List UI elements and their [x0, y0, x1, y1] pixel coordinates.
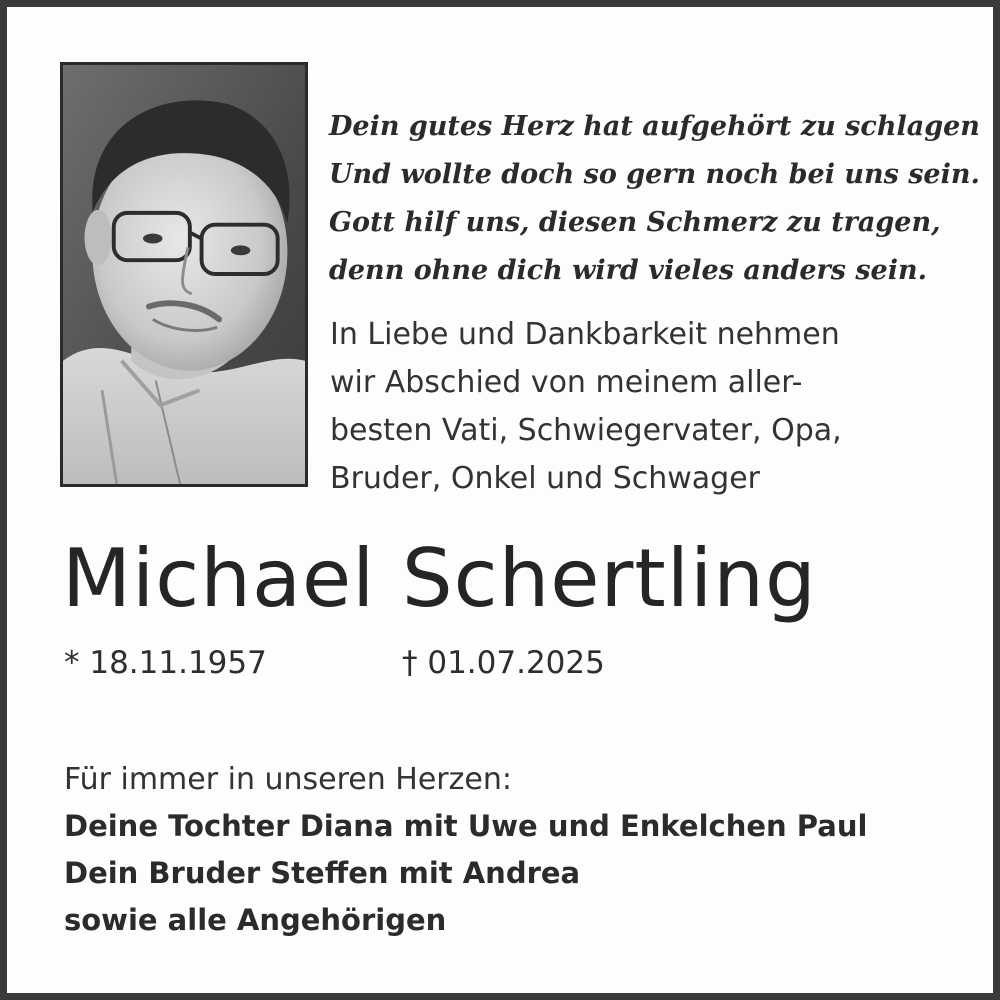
- portrait-image: [63, 65, 305, 484]
- farewell-text: [330, 311, 970, 503]
- mourner-line: Dein Bruder Steffen mit Andrea: [64, 856, 581, 890]
- mourners-section: [64, 756, 984, 944]
- farewell-line: wir Abschied von meinem aller-: [330, 365, 803, 400]
- farewell-line: In Liebe und Dankbarkeit nehmen: [330, 317, 840, 352]
- birth-date: * 18.11.1957: [64, 645, 267, 681]
- poem-line: Gott hilf uns, diesen Schmerz zu tragen,: [329, 207, 941, 238]
- deceased-name: Michael Schertling: [62, 532, 817, 625]
- farewell-line: Bruder, Onkel und Schwager: [330, 461, 761, 496]
- poem-line: Dein gutes Herz hat aufgehört zu schlagen: [329, 111, 980, 142]
- portrait-photo: [60, 62, 308, 487]
- poem-line: denn ohne dich wird vieles anders sein.: [329, 255, 928, 286]
- mourners-intro: Für immer in unseren Herzen:: [64, 762, 512, 797]
- poem-verse: [329, 103, 980, 295]
- death-date: † 01.07.2025: [402, 645, 605, 681]
- mourner-line: sowie alle Angehörigen: [64, 903, 447, 937]
- mourner-line: Deine Tochter Diana mit Uwe und Enkelchen Paul: [64, 809, 868, 843]
- poem-line: Und wollte doch so gern noch bei uns sein.: [329, 159, 980, 190]
- farewell-line: besten Vati, Schwiegervater, Opa,: [330, 413, 842, 448]
